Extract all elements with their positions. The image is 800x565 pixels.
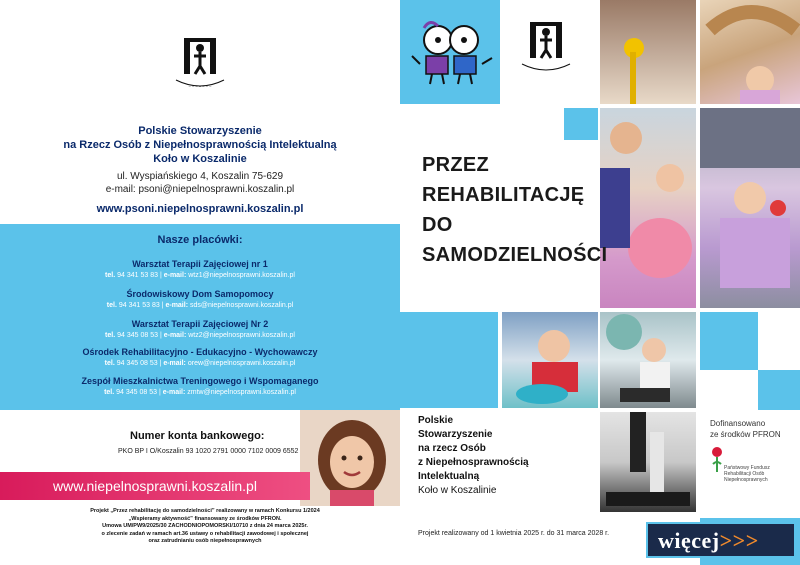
pfron-logo-text: Państwowy Fundusz Rehabilitacji Osób Niepełnosprawnych [724, 465, 770, 483]
project-funding-note: Projekt „Przez rehabilitację do samodzielności” realizowany w ramach Konkursu 1/2024 „Wspieramy aktywność” finansowany ze środków PFRON. Umowa UM/PW9/2025/30 ZACHODNIOPOMORSKI/10710 z dnia 24 marca 2025r. o zlecenie zadań w ramach art.36 ustawy o rehabilitacji zawodowej i społecznej oraz zatrudnianiu osób niepełnosprawnych [90, 508, 320, 544]
treadmill-photo [600, 412, 696, 512]
therapy-equipment-photo [600, 0, 696, 104]
walking-figures-logo-icon [516, 20, 576, 78]
facility-item: Warsztat Terapii Zajęciowej Nr 2 tel. 94 345 08 53 | e-mail: wtz2@niepelnosprawni.koszalin.pl [105, 319, 295, 339]
project-dates: Projekt realizowany od 1 kwietnia 2025 r. do 31 marca 2028 r. [418, 530, 610, 537]
blue-square-decoration [400, 312, 498, 408]
organization-name-secondary: Polskie Stowarzyszenie na rzecz Osób z Niepełnosprawnością Intelektualną Koło w Koszalinie [418, 415, 529, 496]
girl-on-equipment-photo [700, 0, 800, 104]
blue-square-decoration [758, 370, 800, 410]
organization-website-link[interactable]: www.psoni.niepelnosprawni.koszalin.pl [96, 203, 304, 215]
blue-square-decoration [564, 108, 598, 140]
cartoon-kids-logo-icon [410, 20, 494, 86]
facilities-header: Nasze placówki: [157, 234, 243, 246]
organization-address: ul. Wyspiańskiego 4, Koszalin 75-629 e-mail: psoni@niepelnosprawni.koszalin.pl [105, 171, 295, 195]
organization-name: Polskie Stowarzyszenie na Rzecz Osób z Niepełnosprawnością Intelektualną Koło w Koszalinie [63, 125, 337, 165]
boy-on-exercise-bike-photo [600, 312, 696, 408]
facility-item: Środowiskowy Dom Samopomocy tel. 94 341 53 83 | e-mail: sds@niepelnosprawni.koszalin.pl [106, 289, 294, 309]
pfron-logo [710, 446, 790, 483]
boy-with-bowl-photo [502, 312, 598, 408]
bank-account-number: PKO BP I O/Koszalin 93 1020 2791 0000 7102 0009 6552 [118, 448, 299, 455]
facility-item: Zespół Mieszkalnictwa Treningowego i Wspomaganego tel. 94 345 08 53 | e-mail: zmtw@niepelnosprawni.koszalin.pl [81, 376, 319, 396]
walking-figures-logo-icon [170, 36, 230, 94]
arrows-icon: >>> [719, 528, 759, 553]
cofunding-label: Dofinansowano ze środków PFRON [710, 419, 781, 439]
facility-item: Warsztat Terapii Zajęciowej nr 1 tel. 94 341 53 83 | e-mail: wtz1@niepelnosprawni.koszalin.pl [105, 259, 295, 279]
svg-text:~ ~ ~ ~ ~ ~ ~: ~ ~ ~ ~ ~ ~ ~ [188, 84, 212, 89]
website-banner-link[interactable]: www.niepelnosprawni.koszalin.pl [53, 478, 257, 494]
smiling-girl-photo [300, 410, 400, 506]
campaign-headline: PRZEZ REHABILITACJĘ DO SAMODZIELNOŚCI [422, 154, 608, 266]
pfron-flower-icon [710, 446, 724, 474]
blue-square-decoration [700, 312, 758, 370]
girl-in-hoodie-photo [700, 108, 800, 308]
facility-item: Ośrodek Rehabilitacyjno - Edukacyjno - Wychowawczy tel. 94 345 08 53 | e-mail: orew@niepelnosprawni.koszalin.pl [82, 347, 318, 367]
therapist-with-girl-photo [600, 108, 696, 308]
more-button-label[interactable]: więcej>>> [658, 528, 759, 553]
bank-account-header: Numer konta bankowego: [130, 430, 265, 442]
